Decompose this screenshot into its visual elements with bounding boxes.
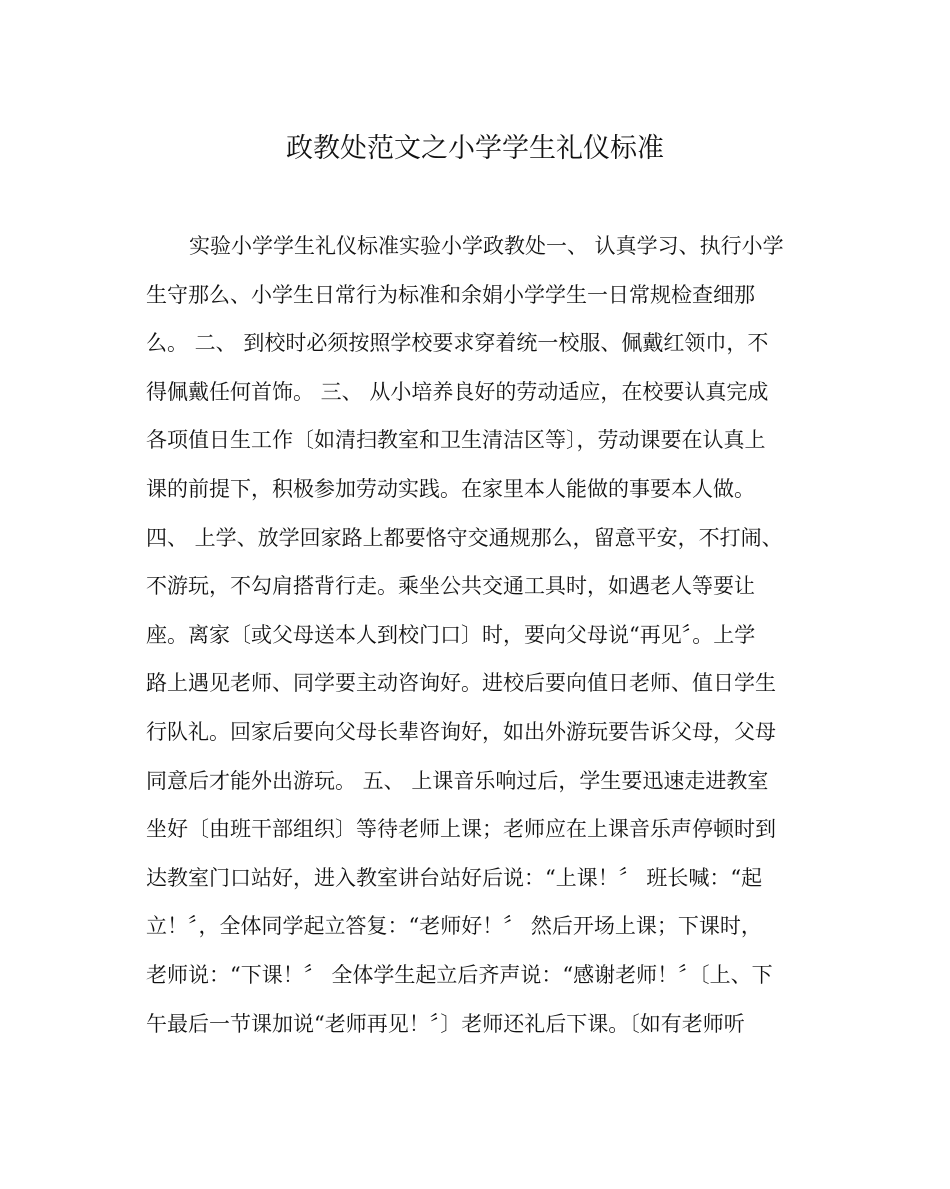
body-line: 立！〞，全体同学起立答复：“老师好！〞 然后开场上课；下课时， — [146, 914, 762, 939]
body-line: 四、 上学、放学回家路上都要恪守交通规那么，留意平安，不打闹、 — [146, 525, 783, 550]
body-line: 达教室门口站好，进入教室讲台站好后说：“上课！〞 班长喊：“起 — [146, 865, 763, 890]
body-line: 午最后一节课加说“老师再见！〞〕老师还礼后下课。〔如有老师听 — [146, 1011, 745, 1036]
document-body — [146, 222, 802, 1048]
body-line: 路上遇见老师、同学要主动咨询好。进校后要向值日老师、值日学生 — [146, 671, 776, 696]
body-line: 课的前提下，积极参加劳动实践。在家里本人能做的事要本人做。 — [146, 476, 755, 501]
body-line: 生守那么、小学生日常行为标准和余娟小学学生一日常规检查细那 — [146, 282, 755, 307]
body-line: 老师说：“下课！〞 全体学生起立后齐声说：“感谢老师！〞〔上、下 — [146, 962, 773, 987]
document-title: 政教处范文之小学学生礼仪标准 — [286, 133, 664, 164]
body-line: 坐好〔由班干部组织〕等待老师上课；老师应在上课音乐声停顿时到 — [146, 817, 776, 842]
body-line: 实验小学学生礼仪标准实验小学政教处一、 认真学习、执行小学 — [189, 234, 784, 258]
body-line: 同意后才能外出游玩。 五、 上课音乐响过后，学生要迅速走进教室 — [146, 768, 769, 793]
body-line: 么。 二、 到校时必须按照学校要求穿着统一校服、佩戴红领巾，不 — [146, 331, 769, 356]
body-line: 各项值日生工作〔如清扫教室和卫生清洁区等〕，劳动课要在认真上 — [146, 428, 766, 453]
body-line: 行队礼。回家后要向父母长辈咨询好，如出外游玩要告诉父母，父母 — [146, 719, 776, 744]
body-line: 座。离家〔或父母送本人到校门口〕时，要向父母说“再见〞。上学 — [146, 622, 756, 647]
body-line: 得佩戴任何首饰。 三、 从小培养良好的劳动适应，在校要认真完成 — [146, 379, 769, 404]
body-line: 不游玩，不勾肩搭背行走。乘坐公共交通工具时，如遇老人等要让 — [146, 574, 755, 599]
